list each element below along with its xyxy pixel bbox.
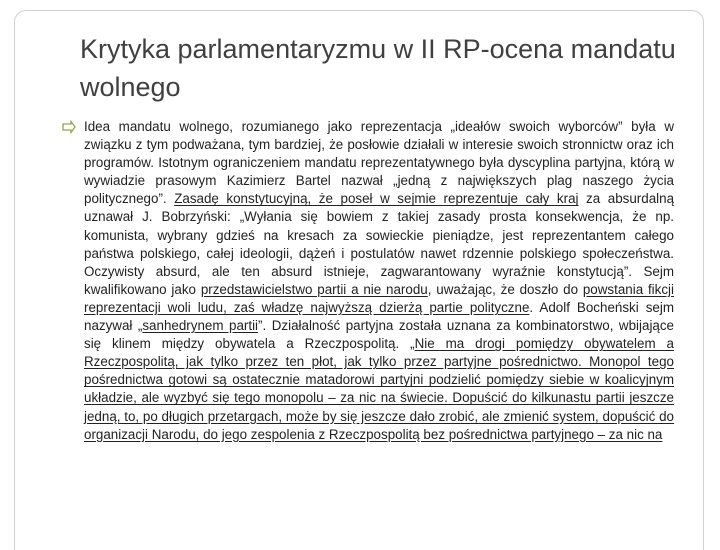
underlined-text-segment: Nie ma drogi pomiędzy obywatelem a Rzeczpospolitą, jak tylko przez ten płot, jak tylko przez partyjne pośrednictwo. Monopol tego pośrednictwa gotowi są ostatecznie matadorowi partyjni podzielić pomiędzy siebie w koalicyjnym układzie, ale wyzbyć się tego monopolu – za nic na świecie. Dopuścić do kilkunastu partii jeszcze jedną, to, po długich przetargach, może by się jeszcze dało zrobić, ale zmienić system, dopuścić do organizacji Narodu, do jego zespolenia z Rzeczpospolitą bez pośrednictwa partyjnego – za nic na	[84, 336, 674, 442]
underlined-text-segment: przedstawicielstwo partii a nie narodu	[200, 281, 428, 297]
slide-title: Krytyka parlamentaryzmu w II RP-ocena mandatu wolnego	[80, 34, 676, 102]
underlined-text-segment: powstania fikcji reprezentacji woli ludu, zaś władzę najwyższą dzierżą partie polityczne	[84, 281, 674, 315]
text-segment: Idea mandatu wolnego, rozumianego jako reprezentacja „ideałów swoich wyborców” była w związku z tym podważana, tym bardziej, że posłowie działali w interesie swoich stronnictw oraz ich programów. Istotnym ograniczeniem mandatu reprezentatywnego była dyscyplina partyjna, którą w wywiadzie prasowym Kazimierz Bartel nazwał „jedną z największych plag naszego życia politycznego”.	[84, 119, 674, 207]
underlined-text-segment: sanhedrynem partii	[142, 318, 259, 334]
bullet-item	[84, 118, 674, 444]
text-segment: , uważając, że doszło do	[427, 281, 583, 297]
underlined-text-segment: Zasadę konstytucyjną, że poseł w sejmie reprezentuje cały kraj	[174, 191, 579, 207]
text-segment: za absurdalną uznawał J. Bobrzyński: „Wyłania się bowiem z takiej zasady prosta konsekwencja, że np. komunista, wybrany gdzieś na kresach za sowieckie pieniądze, jest reprezentantem całego państwa polskiego, całej ideologii, dążeń i postulatów nawet rdzennie polskiego społeczeństwa. Oczywisty absurd, ale ten absurd istnieje, zagwarantowany wyraźnie konstytucją”. Sejm kwalifikowano jako	[84, 191, 675, 297]
olive-arrow-bullet-icon	[62, 120, 76, 134]
text-segment: . Adolf Bocheński sejm nazywał „	[84, 299, 674, 334]
bullet-paragraph	[84, 118, 674, 444]
text-segment: ”. Działalność partyjna została uznana za kombinatorstwo, wbijające się klinem między obywatela a Rzeczpospolitą. „	[84, 318, 675, 352]
